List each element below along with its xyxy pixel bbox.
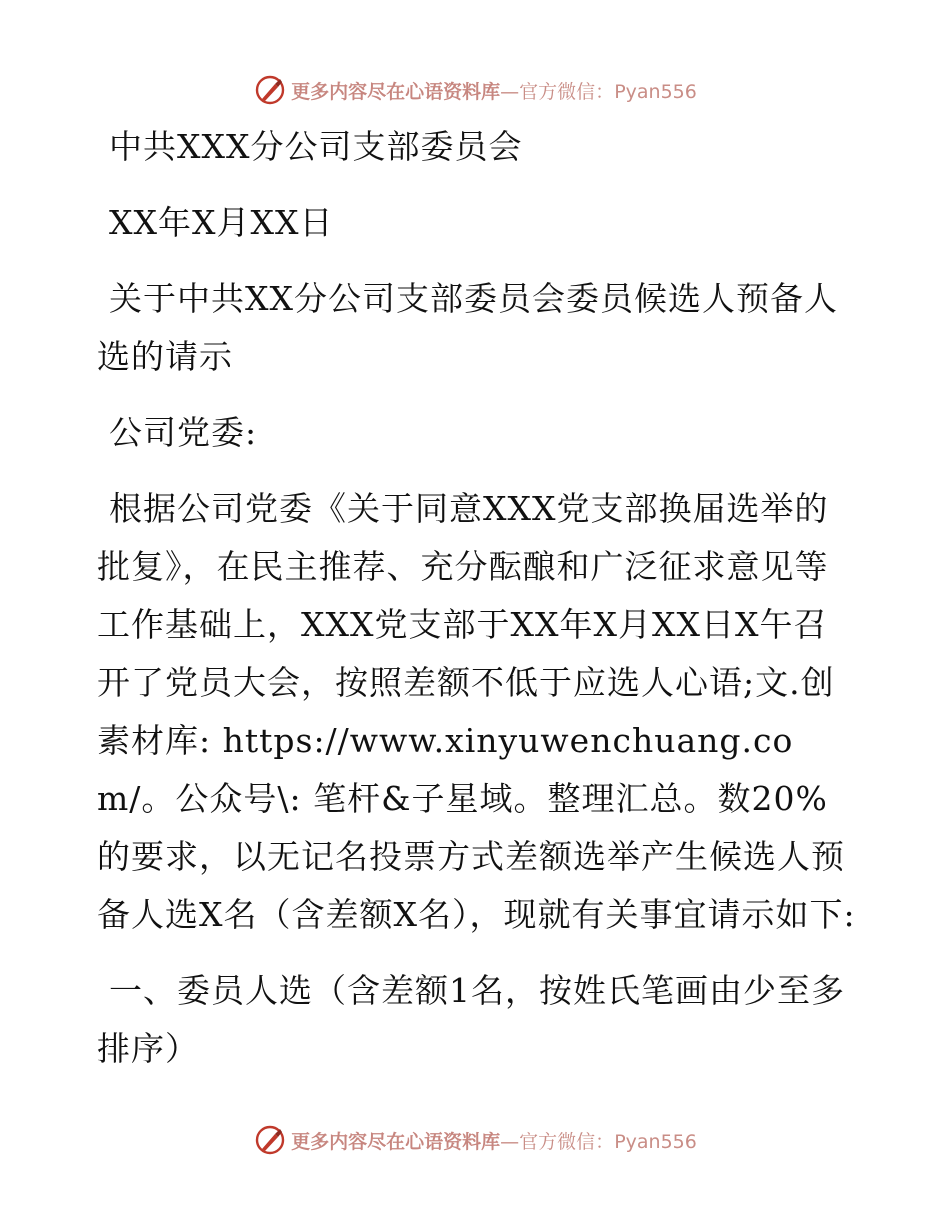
section-heading-1 (97, 962, 857, 1078)
document-title-text: 关于中共XX分公司支部委员会委员候选人预备人选的请示 (97, 279, 838, 376)
footer-banner (0, 1120, 950, 1160)
footer-wechat-label: —官方微信： (500, 1130, 615, 1153)
banner-wechat-label: —官方微信： (500, 80, 615, 103)
section-heading-1-text: 一、委员人选（含差额1名，按姓氏笔画由少至多排序） (97, 971, 845, 1068)
salutation: 公司党委: (109, 413, 258, 452)
header-banner (0, 70, 950, 110)
footer-wechat-id: Pyan556 (614, 1130, 697, 1153)
footer-site-name: 更多内容尽在心语资料库 (291, 1130, 501, 1153)
footer-banner-text (291, 1127, 697, 1154)
footer-banner-content (253, 1123, 697, 1157)
document-body (97, 118, 857, 1078)
body-paragraph-text: 根据公司党委《关于同意XXX党支部换届选举的批复》，在民主推荐、充分酝酿和广泛征求意见等工作基础上，XXX党支部于XX年X月XX日X午召开了党员大会，按照差额不低于应选人心语;文.创素材库: https://www.xinyuwenchuang.com/。公众号\: 笔杆&子星域。整理汇总。数20%的要求，以无记名投票方式差额选举产生候选人预备人选X名（含差额X名），现就有关事宜请示如下: (97, 489, 856, 934)
banner-content (253, 73, 697, 107)
body-paragraph (97, 480, 857, 944)
banner-wechat-id: Pyan556 (614, 80, 697, 103)
banner-site-name: 更多内容尽在心语资料库 (291, 80, 501, 103)
banner-text (291, 77, 697, 104)
pen-circle-logo-icon (253, 1123, 287, 1157)
document-date: XX年X月XX日 (109, 203, 334, 242)
pen-circle-logo-icon (253, 73, 287, 107)
organization-name: 中共XXX分公司支部委员会 (109, 127, 523, 166)
document-title (97, 270, 857, 386)
